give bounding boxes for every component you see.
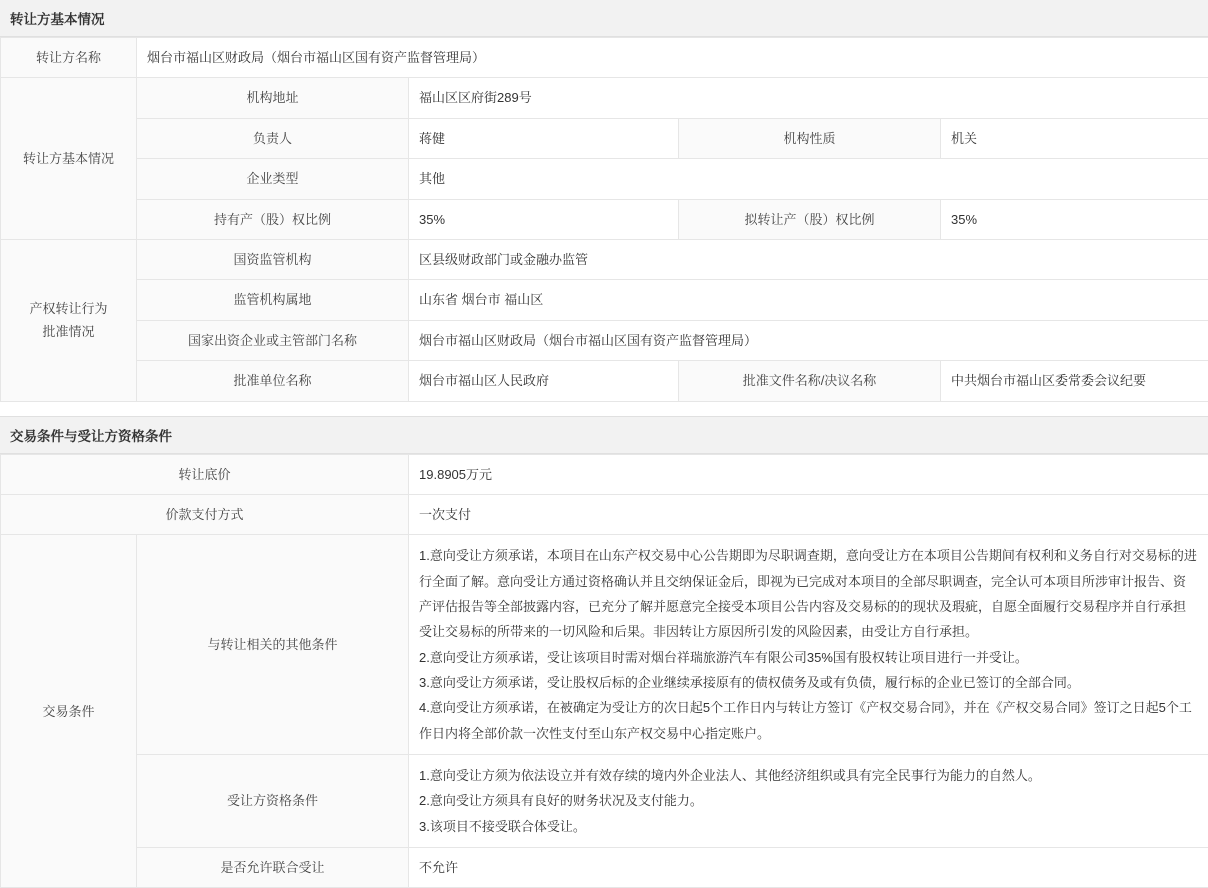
condition-paragraph: 2.意向受让方须承诺，受让该项目时需对烟台祥瑞旅游汽车有限公司35%国有股权转让项目进行一并受让。	[419, 645, 1198, 670]
other-conditions-label: 与转让相关的其他条件	[137, 535, 409, 755]
approval-doc-value: 中共烟台市福山区委常委会议纪要	[941, 361, 1208, 401]
enterprise-type-label: 企业类型	[137, 159, 409, 199]
base-price-value: 19.8905万元	[409, 454, 1208, 494]
section-header-transferor-basic: 转让方基本情况	[0, 0, 1208, 37]
table-row	[1, 494, 1208, 534]
table-row	[1, 535, 1208, 755]
principal-value: 蒋健	[409, 118, 679, 158]
payment-method-label: 价款支付方式	[1, 494, 409, 534]
transferor-basic-table	[0, 37, 1208, 402]
condition-paragraph: 4.意向受让方须承诺，在被确定为受让方的次日起5个工作日内与转让方签订《产权交易合同》，并在《产权交易合同》签订之日起5个工作日内将全部价款一次性支付至山东产权交易中心指定账户。	[419, 695, 1198, 746]
approval-unit-label: 批准单位名称	[137, 361, 409, 401]
qualification-paragraph: 2.意向受让方须具有良好的财务状况及支付能力。	[419, 788, 1198, 813]
state-enterprise-label: 国家出资企业或主管部门名称	[137, 320, 409, 360]
table-row	[1, 199, 1208, 239]
approval-doc-label: 批准文件名称/决议名称	[679, 361, 941, 401]
transfer-ratio-value: 35%	[941, 199, 1208, 239]
joint-transfer-label: 是否允许联合受让	[137, 848, 409, 888]
section-header-trade-conditions: 交易条件与受让方资格条件	[0, 416, 1208, 454]
qualification-value	[409, 755, 1208, 848]
supervision-place-value: 山东省 烟台市 福山区	[409, 280, 1208, 320]
table-row	[1, 454, 1208, 494]
table-row	[1, 848, 1208, 888]
qualification-paragraph: 1.意向受让方须为依法设立并有效存续的境内外企业法人、其他经济组织或具有完全民事行为能力的自然人。	[419, 763, 1198, 788]
table-row	[1, 755, 1208, 848]
table-row	[1, 239, 1208, 279]
transferor-name-value: 烟台市福山区财政局（烟台市福山区国有资产监督管理局）	[137, 38, 1208, 78]
table-row	[1, 118, 1208, 158]
condition-paragraph: 1.意向受让方须承诺，本项目在山东产权交易中心公告期即为尽职调查期，意向受让方在本项目公告期间有权利和义务自行对交易标的进行全面了解。意向受让方通过资格确认并且交纳保证金后，即视为已完成对本项目的全部尽职调查，完全认可本项目所涉审计报告、资产评估报告等全部披露内容，已充分了解并愿意完全接受本项目公告内容及交易标的的现状及瑕疵，自愿全面履行交易程序并自行承担受让交易标的所带来的一切风险和后果。非因转让方原因所引发的风险因素，由受让方自行承担。	[419, 543, 1198, 644]
trade-condition-group-label: 交易条件	[1, 535, 137, 888]
joint-transfer-value: 不允许	[409, 848, 1208, 888]
transferor-name-label: 转让方名称	[1, 38, 137, 78]
table-row	[1, 361, 1208, 401]
transferor-basic-group-label: 转让方基本情况	[1, 78, 137, 240]
org-address-value: 福山区区府街289号	[409, 78, 1208, 118]
approval-unit-value: 烟台市福山区人民政府	[409, 361, 679, 401]
supervision-org-value: 区县级财政部门或金融办监管	[409, 239, 1208, 279]
condition-paragraph: 3.意向受让方须承诺，受让股权后标的企业继续承接原有的债权债务及或有负债，履行标的企业已签订的全部合同。	[419, 670, 1198, 695]
supervision-place-label: 监管机构属地	[137, 280, 409, 320]
approval-group-label	[1, 239, 137, 401]
supervision-org-label: 国资监管机构	[137, 239, 409, 279]
state-enterprise-value: 烟台市福山区财政局（烟台市福山区国有资产监督管理局）	[409, 320, 1208, 360]
table-row	[1, 38, 1208, 78]
approval-group-label-line2: 批准情况	[11, 320, 126, 343]
transfer-ratio-label: 拟转让产（股）权比例	[679, 199, 941, 239]
table-row	[1, 320, 1208, 360]
section-spacer	[0, 402, 1208, 416]
org-address-label: 机构地址	[137, 78, 409, 118]
trade-conditions-table	[0, 454, 1208, 888]
other-conditions-value	[409, 535, 1208, 755]
enterprise-type-value: 其他	[409, 159, 1208, 199]
table-row	[1, 78, 1208, 118]
qualification-paragraph: 3.该项目不接受联合体受让。	[419, 814, 1198, 839]
table-row	[1, 280, 1208, 320]
hold-ratio-label: 持有产（股）权比例	[137, 199, 409, 239]
hold-ratio-value: 35%	[409, 199, 679, 239]
payment-method-value: 一次支付	[409, 494, 1208, 534]
principal-label: 负责人	[137, 118, 409, 158]
org-nature-label: 机构性质	[679, 118, 941, 158]
base-price-label: 转让底价	[1, 454, 409, 494]
table-row	[1, 159, 1208, 199]
org-nature-value: 机关	[941, 118, 1208, 158]
qualification-label: 受让方资格条件	[137, 755, 409, 848]
approval-group-label-line1: 产权转让行为	[11, 297, 126, 320]
